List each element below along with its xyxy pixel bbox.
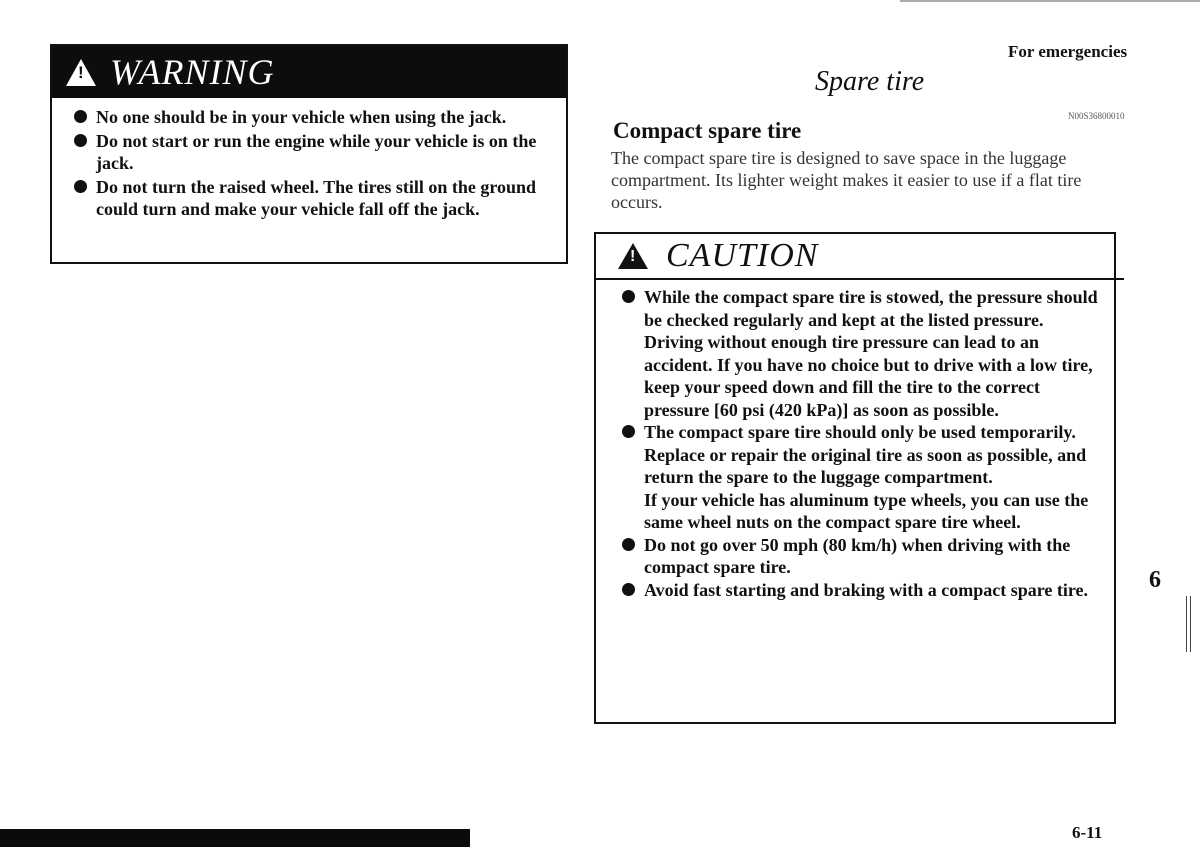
- bottom-edge-bar: [0, 829, 470, 847]
- caution-item-text: Do not go over 50 mph (80 km/h) when driving with the compact spare tire.: [644, 534, 1071, 577]
- caution-box: [594, 232, 1116, 724]
- caution-item: [644, 579, 1100, 602]
- section-label: For emergencies: [1008, 42, 1128, 61]
- compact-spare-intro: The compact spare tire is designed to save space in the luggage compartment. Its lighter weight makes it easier to use if a flat tire occurs.: [611, 148, 1082, 212]
- caution-item-text: The compact spare tire should only be used temporarily. Replace or repair the original tire as soon as possible, and return the spare to the luggage compartment.: [644, 422, 1087, 487]
- caution-item: [644, 286, 1100, 421]
- caution-item-note: Driving without enough tire pressure can lead to an accident. If you have no choice but to drive with a low tire, keep your speed down and fill the tire to the correct pressure [60 psi (420 kPa)] as soon as possible.: [644, 332, 1093, 420]
- caution-header: [596, 234, 1124, 280]
- warning-list: [52, 98, 566, 220]
- edge-marks: [1186, 596, 1191, 652]
- warning-item: Do not turn the raised wheel. The tires still on the ground could turn and make your vehicle fall off the jack.: [96, 176, 552, 220]
- caution-item-text: Avoid fast starting and braking with a compact spare tire.: [644, 579, 1089, 600]
- caution-title: CAUTION: [666, 237, 819, 274]
- warning-triangle-icon: [66, 59, 96, 86]
- reference-code: N00S36800010: [1068, 111, 1125, 121]
- warning-title: WARNING: [110, 52, 275, 92]
- warning-header: [52, 46, 566, 98]
- caution-item-text: While the compact spare tire is stowed, the pressure should be checked regularly and kept at the listed pressure.: [644, 287, 1098, 330]
- caution-item-note: If your vehicle has aluminum type wheels, you can use the same wheel nuts on the compact spare tire wheel.: [644, 489, 1089, 532]
- caution-item: [644, 421, 1100, 534]
- caution-item: [644, 534, 1100, 579]
- chapter-tab: 6: [1149, 567, 1161, 593]
- caution-list: [596, 280, 1114, 601]
- warning-item: Do not start or run the engine while your vehicle is on the jack.: [96, 130, 552, 174]
- page-title: Spare tire: [815, 66, 925, 97]
- page-number: 6-11: [1072, 823, 1103, 842]
- warning-box: [50, 44, 568, 264]
- compact-spare-heading: Compact spare tire: [613, 118, 802, 143]
- caution-triangle-icon: [618, 243, 648, 269]
- top-edge-rule: [900, 0, 1200, 2]
- warning-item: No one should be in your vehicle when using the jack.: [96, 106, 552, 128]
